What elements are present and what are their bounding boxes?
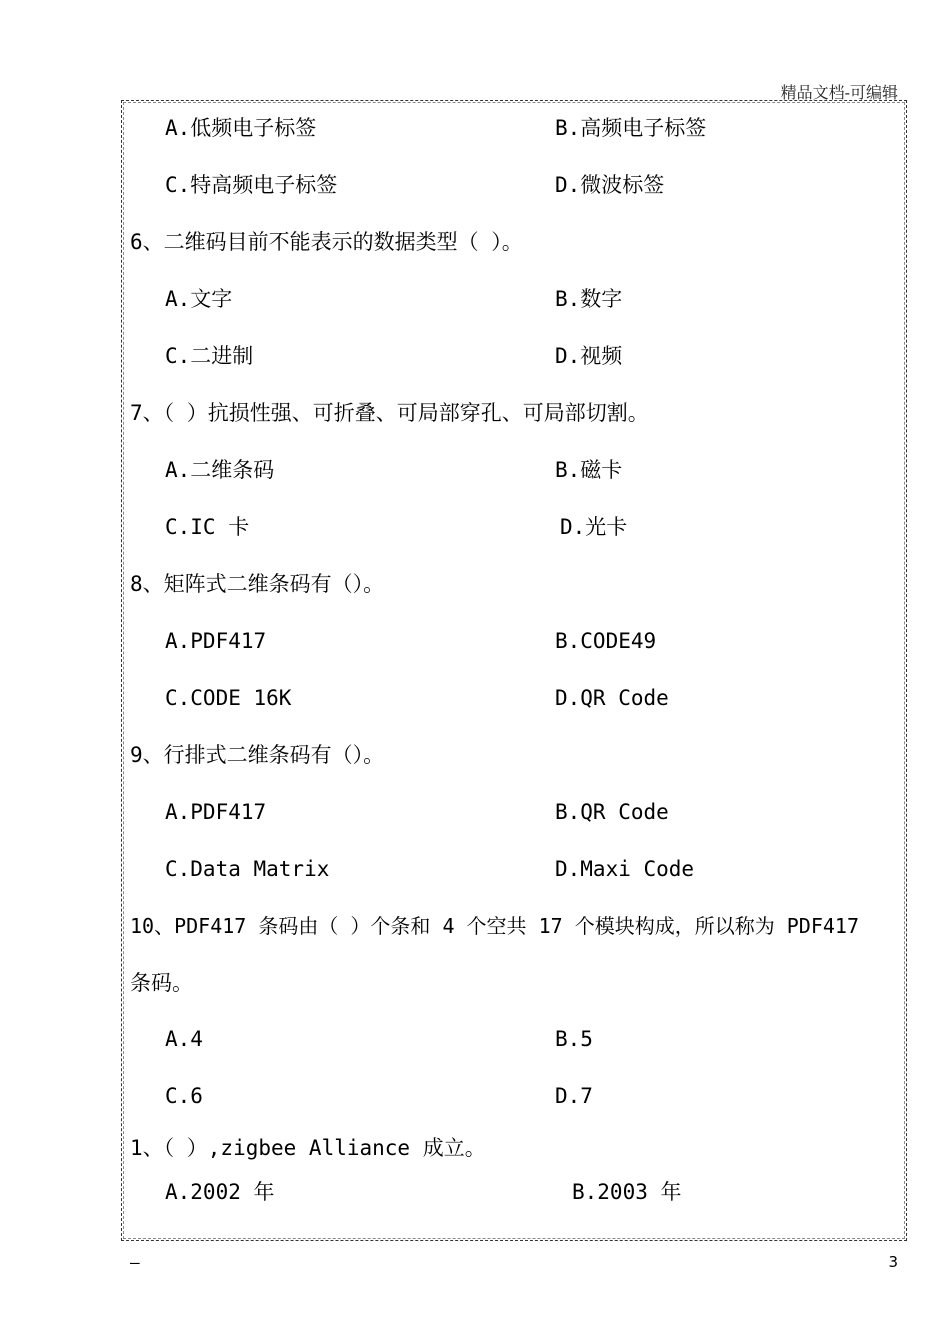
question-1: 1、（ ）,zigbee Alliance 成立。: [130, 1136, 486, 1160]
option-a: A.2002 年: [165, 1180, 275, 1204]
option-c: C.二进制: [165, 344, 254, 368]
header-note: 精品文档-可编辑: [780, 83, 898, 102]
page-number: 3: [888, 1253, 898, 1271]
option-d: D.视频: [555, 344, 623, 368]
footer-dash: —: [130, 1253, 140, 1272]
question-10: 10、PDF417 条码由（ ）个条和 4 个空共 17 个模块构成，所以称为 PDF417: [130, 914, 859, 938]
question-10-continued: 条码。: [130, 971, 193, 995]
option-c: C.CODE 16K: [165, 686, 292, 710]
option-b: B.高频电子标签: [555, 116, 707, 140]
option-a: A.文字: [165, 287, 233, 311]
question-9: 9、行排式二维条码有（）。: [130, 743, 385, 767]
option-a: A.二维条码: [165, 458, 275, 482]
question-6: 6、二维码目前不能表示的数据类型（ ）。: [130, 230, 523, 254]
option-d: D.光卡: [560, 515, 628, 539]
option-b: B.QR Code: [555, 800, 669, 824]
option-b: B.数字: [555, 287, 623, 311]
option-c: C.特高频电子标签: [165, 173, 338, 197]
option-a: A.低频电子标签: [165, 116, 317, 140]
option-d: D.Maxi Code: [555, 857, 695, 881]
option-a: A.PDF417: [165, 800, 267, 824]
option-d: D.7: [555, 1084, 593, 1108]
option-a: A.4: [165, 1027, 203, 1051]
option-c: C.Data Matrix: [165, 857, 330, 881]
option-d: D.微波标签: [555, 173, 665, 197]
question-frame: [121, 100, 907, 1241]
option-b: B.磁卡: [555, 458, 623, 482]
option-b: B.CODE49: [555, 629, 657, 653]
option-c: C.6: [165, 1084, 203, 1108]
question-7: 7、（ ）抗损性强、可折叠、可局部穿孔、可局部切割。: [130, 401, 649, 425]
option-c: C.IC 卡: [165, 515, 250, 539]
option-b: B.5: [555, 1027, 593, 1051]
question-8: 8、矩阵式二维条码有（）。: [130, 572, 385, 596]
option-a: A.PDF417: [165, 629, 267, 653]
option-b: B.2003 年: [572, 1180, 682, 1204]
option-d: D.QR Code: [555, 686, 669, 710]
